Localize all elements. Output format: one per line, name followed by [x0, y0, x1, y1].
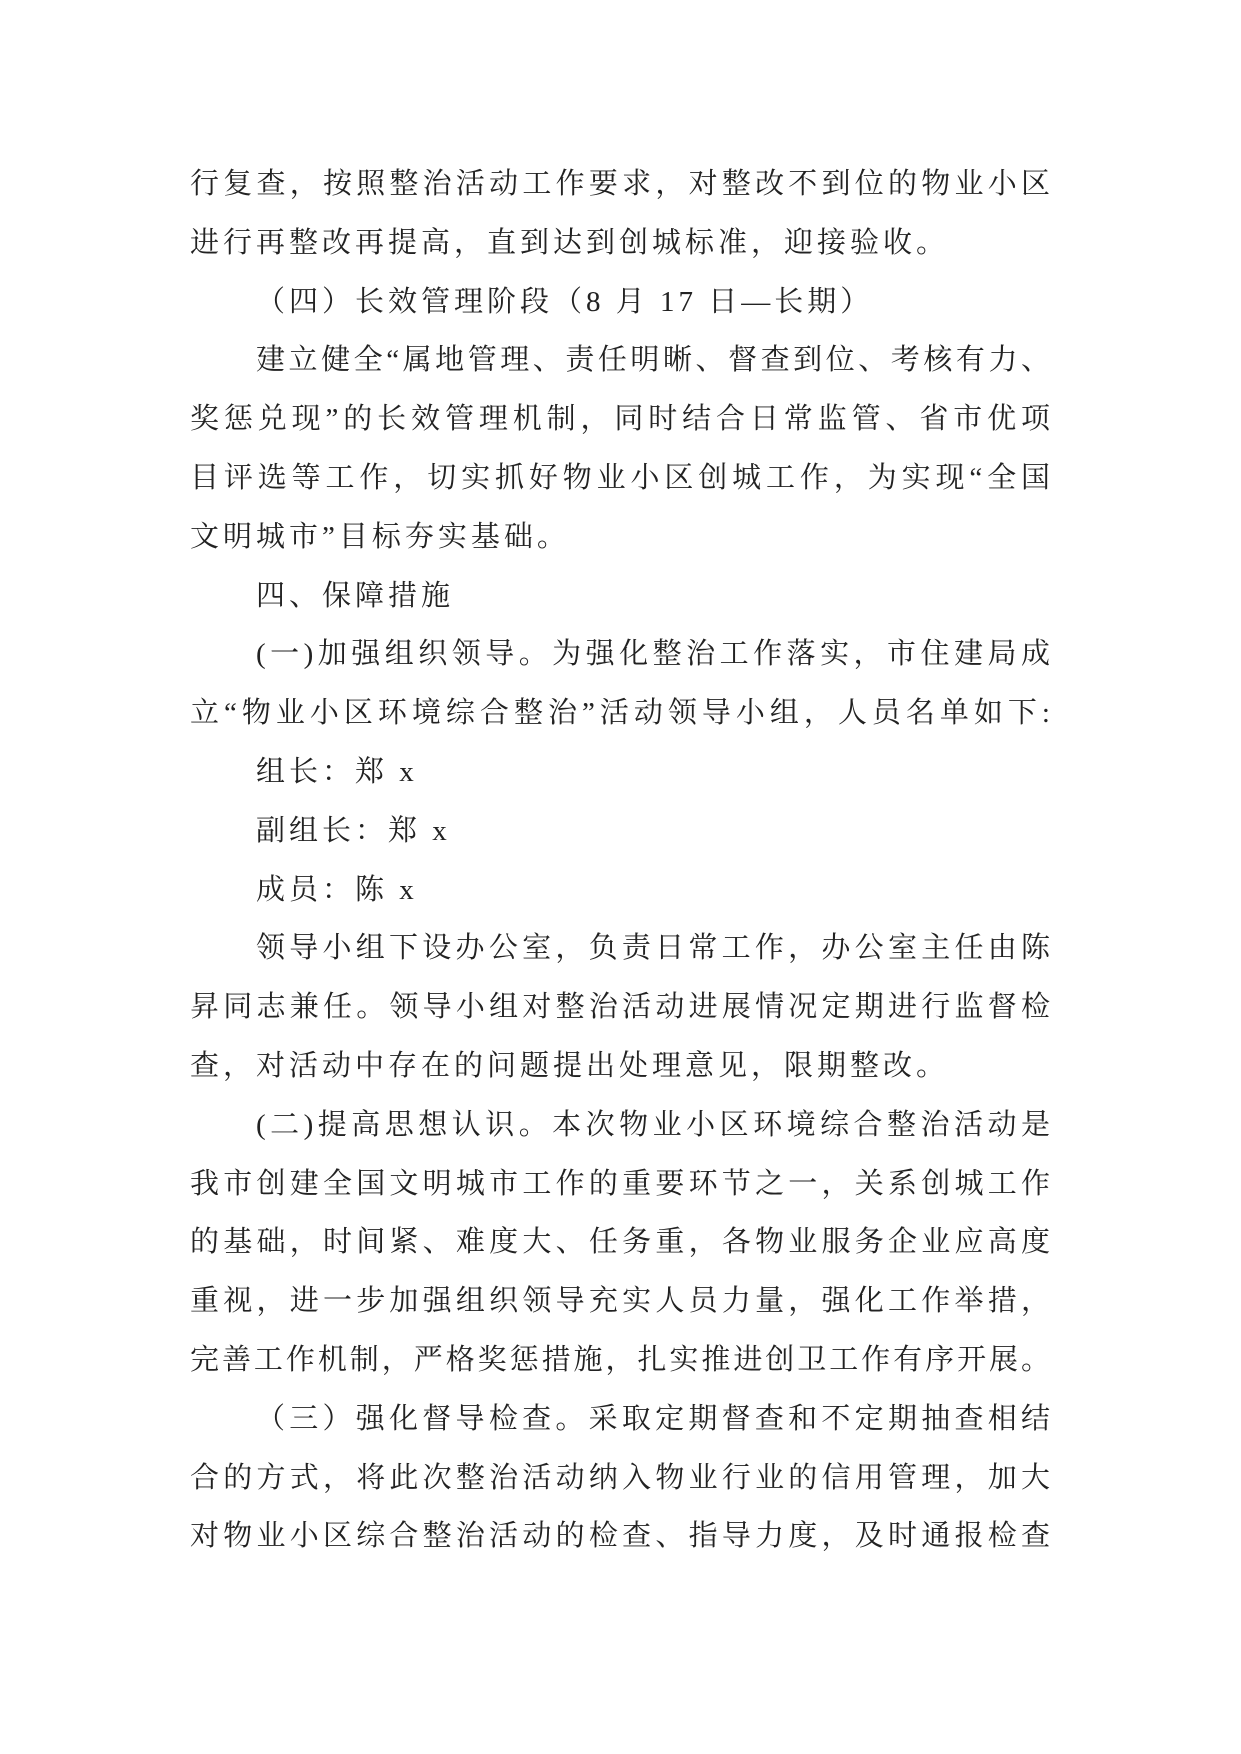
text-line: 昇同志兼任。领导小组对整治活动进展情况定期进行监督检	[190, 991, 1051, 1024]
text-line: (一)加强组织领导。为强化整治工作落实，市住建局成	[256, 638, 1051, 671]
text-line: 行复查，按照整治活动工作要求，对整改不到位的物业小区	[190, 168, 1051, 200]
text-line: 完善工作机制，严格奖惩措施，扎实推进创卫工作有序开展。	[190, 1343, 1051, 1376]
text-line: 文明城市”目标夯实基础。	[190, 520, 570, 553]
text-line: 目评选等工作，切实抓好物业小区创城工作，为实现“全国	[190, 461, 1051, 494]
text-line: 进行再整改再提高，直到达到创城标准，迎接验收。	[190, 226, 950, 259]
text-line: 立“物业小区环境综合整治”活动领导小组，人员名单如下:	[190, 697, 1051, 730]
section-heading: 四、保障措施	[256, 579, 455, 612]
body-text	[190, 155, 1051, 1566]
member-line: 副组长：郑 x	[256, 814, 451, 847]
text-line: (二)提高思想认识。本次物业小区环境综合整治活动是	[256, 1108, 1051, 1141]
text-line: 重视，进一步加强组织领导充实人员力量，强化工作举措，	[190, 1285, 1051, 1318]
text-line: 奖惩兑现”的长效管理机制，同时结合日常监管、省市优项	[190, 403, 1051, 436]
text-line: 对物业小区综合整治活动的检查、指导力度，及时通报检查	[190, 1520, 1051, 1553]
text-line: 查，对活动中存在的问题提出处理意见，限期整改。	[190, 1049, 950, 1082]
text-line: 合的方式，将此次整治活动纳入物业行业的信用管理，加大	[190, 1461, 1051, 1494]
text-line: 建立健全“属地管理、责任明晰、督查到位、考核有力、	[256, 344, 1051, 377]
text-line: 的基础，时间紧、难度大、任务重，各物业服务企业应高度	[190, 1226, 1051, 1259]
member-line: 成员：陈 x	[256, 873, 418, 906]
member-line: 组长：郑 x	[256, 755, 418, 788]
text-line: 领导小组下设办公室，负责日常工作，办公室主任由陈	[256, 932, 1051, 965]
text-line: （三）强化督导检查。采取定期督查和不定期抽查相结	[256, 1402, 1051, 1435]
text-line: 我市创建全国文明城市工作的重要环节之一，关系创城工作	[190, 1167, 1051, 1200]
section-heading: （四）长效管理阶段（8 月 17 日—长期）	[256, 285, 874, 318]
